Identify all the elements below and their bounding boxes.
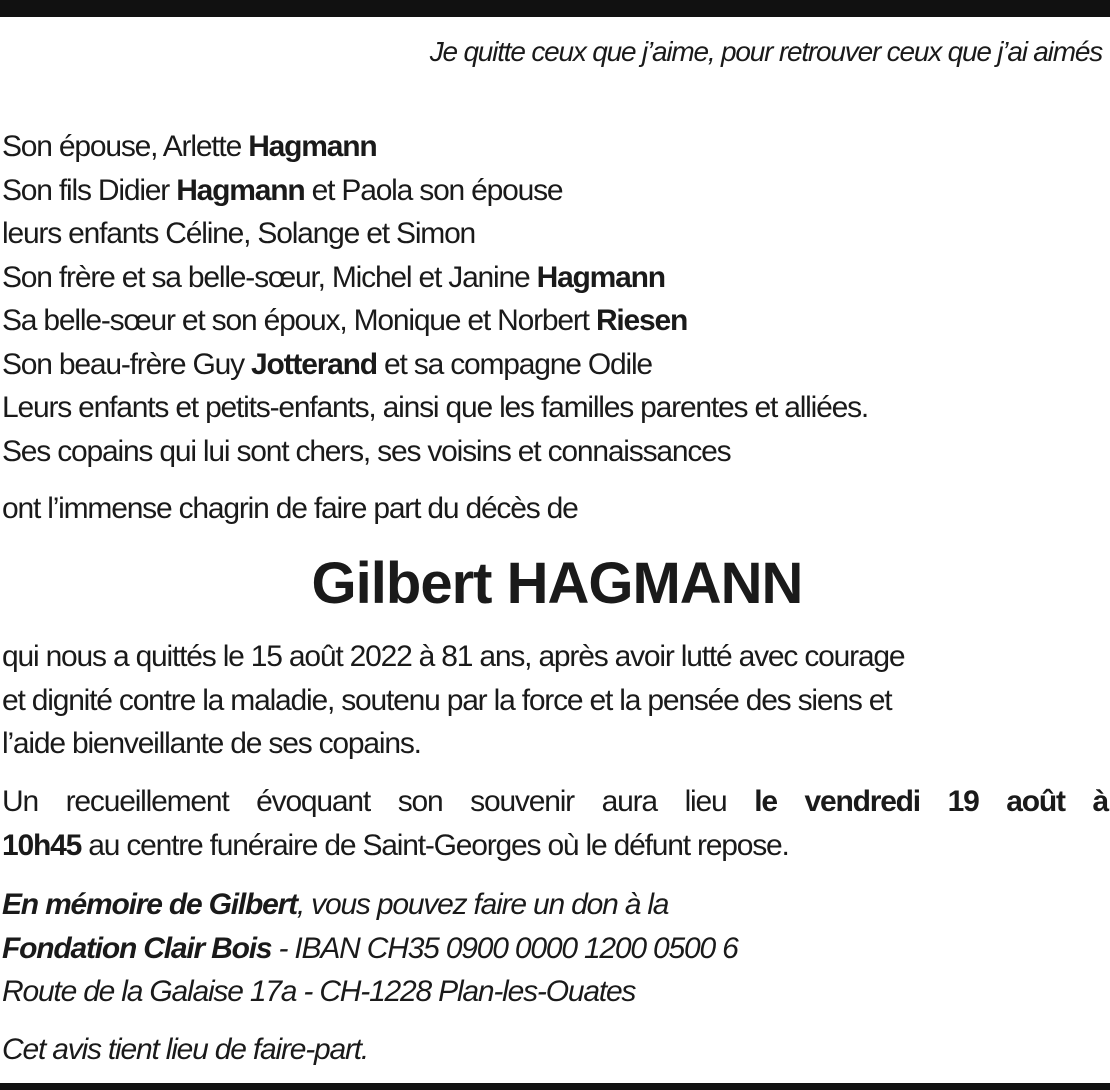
family-line: Son beau-frère Guy Jotterand et sa compagne Odile: [2, 347, 652, 381]
family-line: Sa belle-sœur et son époux, Monique et Norbert Riesen: [2, 304, 688, 337]
top-rule: [0, 0, 1110, 17]
passing-line: l’aide bienveillante de ses copains.: [2, 727, 421, 760]
family-line: Son fils Didier Hagmann et Paola son épouse: [2, 173, 563, 207]
motto: Je quitte ceux que j’aime, pour retrouver ceux que j’ai aimés: [429, 36, 1102, 67]
family-line: Son frère et sa belle-sœur, Michel et Janine Hagmann: [2, 260, 665, 294]
donation-paragraph: [2, 883, 738, 1014]
announcement: ont l’immense chagrin de faire part du décès de: [2, 492, 578, 525]
family-line: Son épouse, Arlette Hagmann: [2, 130, 377, 163]
passing-line: qui nous a quittés le 15 août 2022 à 81 ans, après avoir lutté avec courage: [2, 640, 905, 673]
donation-line: Fondation Clair Bois - IBAN CH35 0900 0000 1200 0500 6: [2, 931, 738, 965]
family-line: leurs enfants Céline, Solange et Simon: [2, 217, 476, 250]
family-list: [2, 125, 868, 473]
donation-line: En mémoire de Gilbert, vous pouvez faire un don à la: [2, 888, 669, 921]
deceased-name: Gilbert HAGMANN: [311, 551, 803, 616]
donation-address: Route de la Galaise 17a - CH-1228 Plan-les-Ouates: [2, 975, 636, 1008]
bottom-rule: [0, 1083, 1110, 1090]
ceremony-line: Un recueillement évoquant son souvenir aura lieu le vendredi 19 août à: [2, 785, 1109, 818]
passing-line: et dignité contre la maladie, soutenu par la force et la pensée des siens et: [2, 683, 892, 717]
passing-paragraph: [2, 635, 904, 766]
family-line: Leurs enfants et petits-enfants, ainsi que les familles parentes et alliées.: [2, 391, 869, 424]
ceremony-line: 10h45 au centre funéraire de Saint-Georges où le défunt repose.: [2, 828, 789, 862]
family-line: Ses copains qui lui sont chers, ses voisins et connaissances: [2, 434, 731, 468]
closing-note: Cet avis tient lieu de faire-part.: [2, 1033, 369, 1066]
ceremony-paragraph: [2, 780, 1108, 867]
